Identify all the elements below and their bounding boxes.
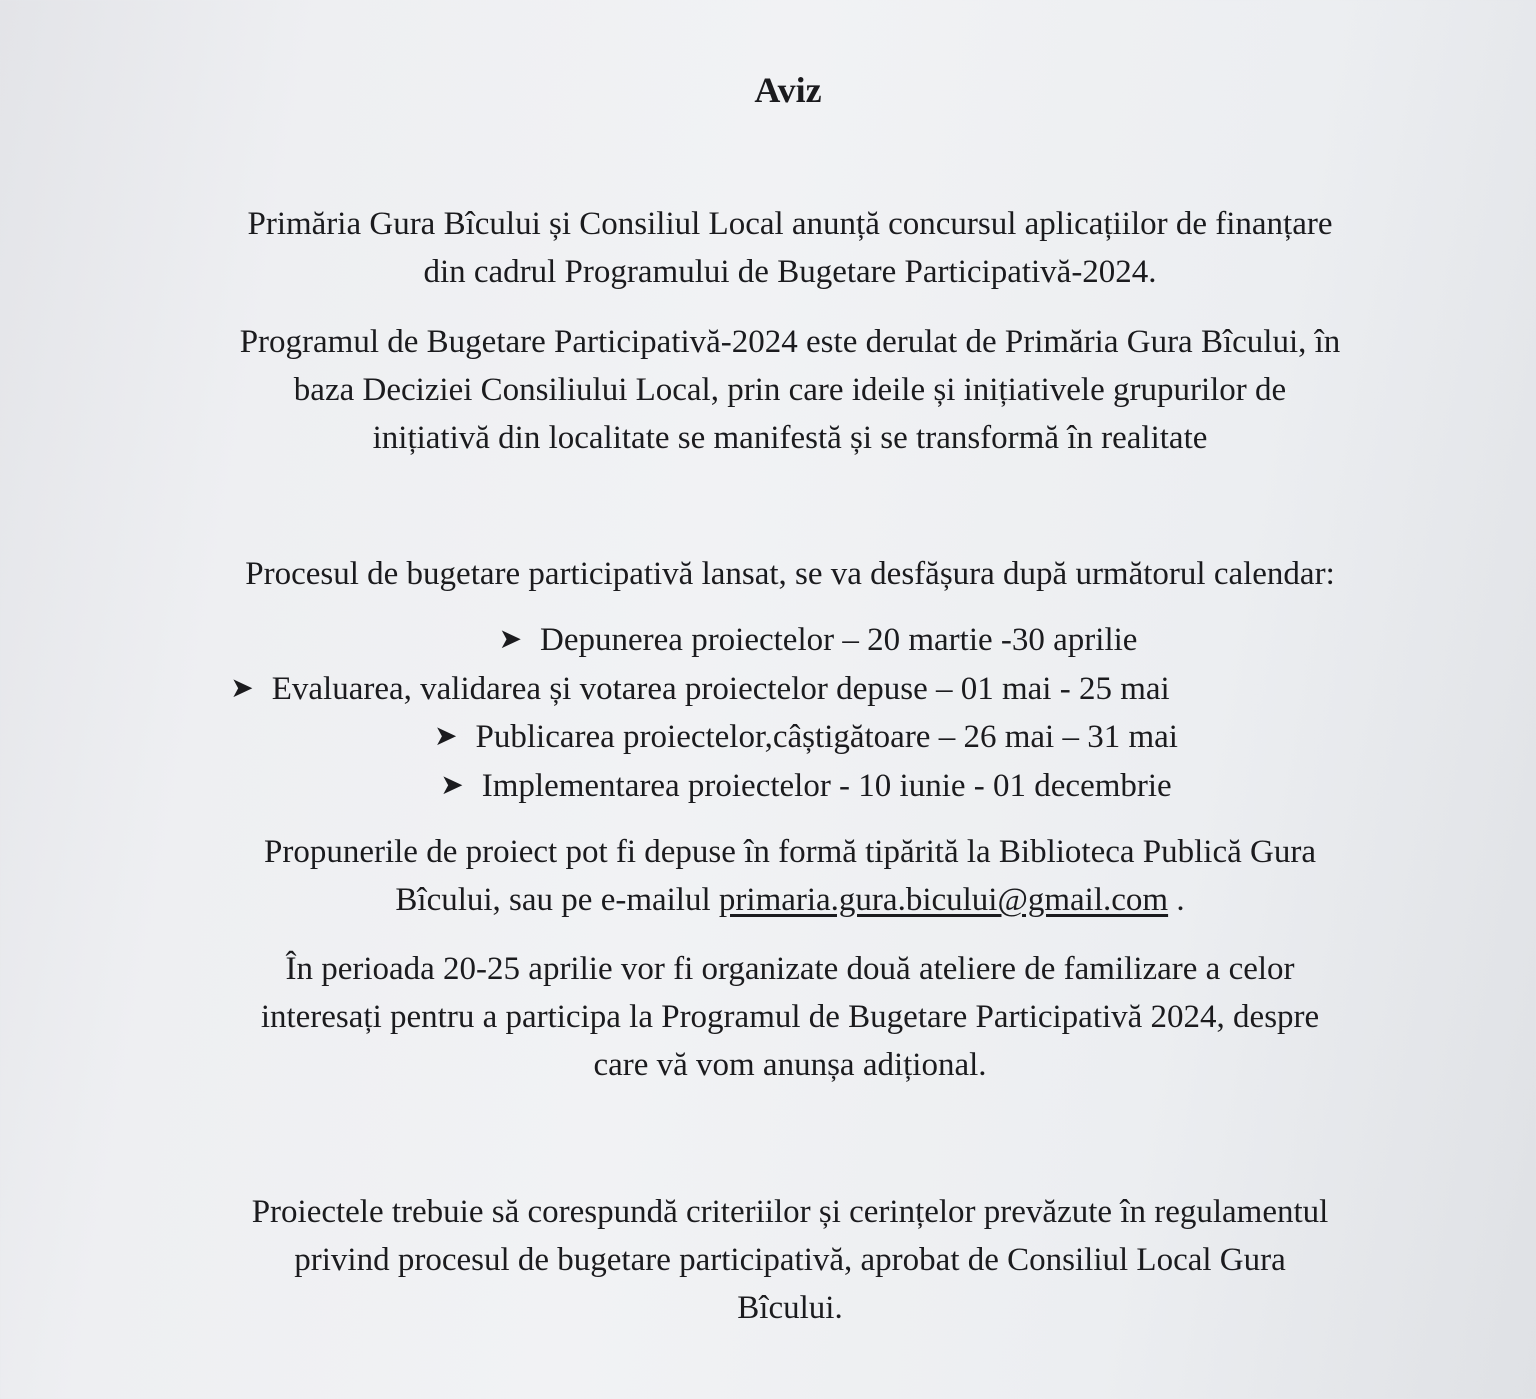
email-link[interactable]: primaria.gura.bicului@gmail.com [718, 882, 1169, 918]
workshops-line-2: interesați pentru a participa la Programul de Bugetare Participativă 2024, despre [260, 999, 1320, 1035]
arrow-bullet-icon: ➤ [434, 721, 458, 752]
arrow-bullet-icon: ➤ [230, 672, 254, 704]
schedule-item [0, 617, 1536, 666]
arrow-bullet-icon: ➤ [498, 624, 523, 655]
notice-title: Aviz [754, 70, 822, 110]
intro-line-2: din cadrul Programului de Bugetare Participativă-2024. [423, 254, 1157, 290]
schedule-list [0, 617, 1536, 811]
submission-line-2 [0, 876, 1536, 924]
program-line-1: Programul de Bugetare Participativă-2024 este derulat de Primăria Gura Bîcului, în [239, 324, 1341, 360]
intro-paragraph [0, 200, 1536, 296]
submission-paragraph [0, 828, 1536, 924]
program-paragraph [0, 318, 1536, 462]
criteria-line-3: Bîcului. [737, 1290, 843, 1326]
workshops-paragraph [0, 945, 1536, 1089]
program-line-3: inițiativă din localitate se manifestă și se transformă în realitate [372, 420, 1208, 456]
schedule-item-text: Evaluarea, validarea și votarea proiectelor depuse – 01 mai - 25 mai [271, 670, 1170, 707]
intro-line-1: Primăria Gura Bîcului și Consiliul Local anunță concursul aplicațiilor de finanțare [247, 206, 1333, 242]
submission-prefix: Bîcului, sau pe e-mailul [395, 882, 719, 918]
calendar-intro-text: Procesul de bugetare participativă lansat, se va desfășura după următorul calendar: [245, 556, 1335, 592]
arrow-bullet-icon: ➤ [440, 769, 464, 801]
criteria-line-2: privind procesul de bugetare participativă, aprobat de Consiliul Local Gura [294, 1242, 1286, 1278]
submission-line-1: Propunerile de proiect pot fi depuse în formă tipărită la Biblioteca Publică Gura [263, 834, 1316, 870]
criteria-line-1: Proiectele trebuie să corespundă criteriilor și cerințelor prevăzute în regulamentul [251, 1194, 1329, 1230]
workshops-line-3: care vă vom anunșa adițional. [593, 1047, 987, 1083]
schedule-item [0, 714, 1536, 763]
workshops-line-1: În perioada 20-25 aprilie vor fi organizate două ateliere de familizare a celor [285, 951, 1295, 987]
program-line-2: baza Deciziei Consiliului Local, prin care ideile și inițiativele grupurilor de [293, 372, 1287, 408]
submission-suffix: . [1168, 882, 1185, 918]
criteria-paragraph [0, 1188, 1536, 1332]
schedule-item [0, 763, 1536, 812]
schedule-item-text: Publicarea proiectelor,câștigătoare – 26 mai – 31 mai [475, 719, 1178, 755]
schedule-item-text: Depunerea proiectelor – 20 martie -30 aprilie [540, 622, 1138, 658]
calendar-intro [0, 550, 1536, 598]
schedule-item [0, 666, 1518, 715]
schedule-item-text: Implementarea proiectelor - 10 iunie - 01 decembrie [481, 767, 1172, 804]
